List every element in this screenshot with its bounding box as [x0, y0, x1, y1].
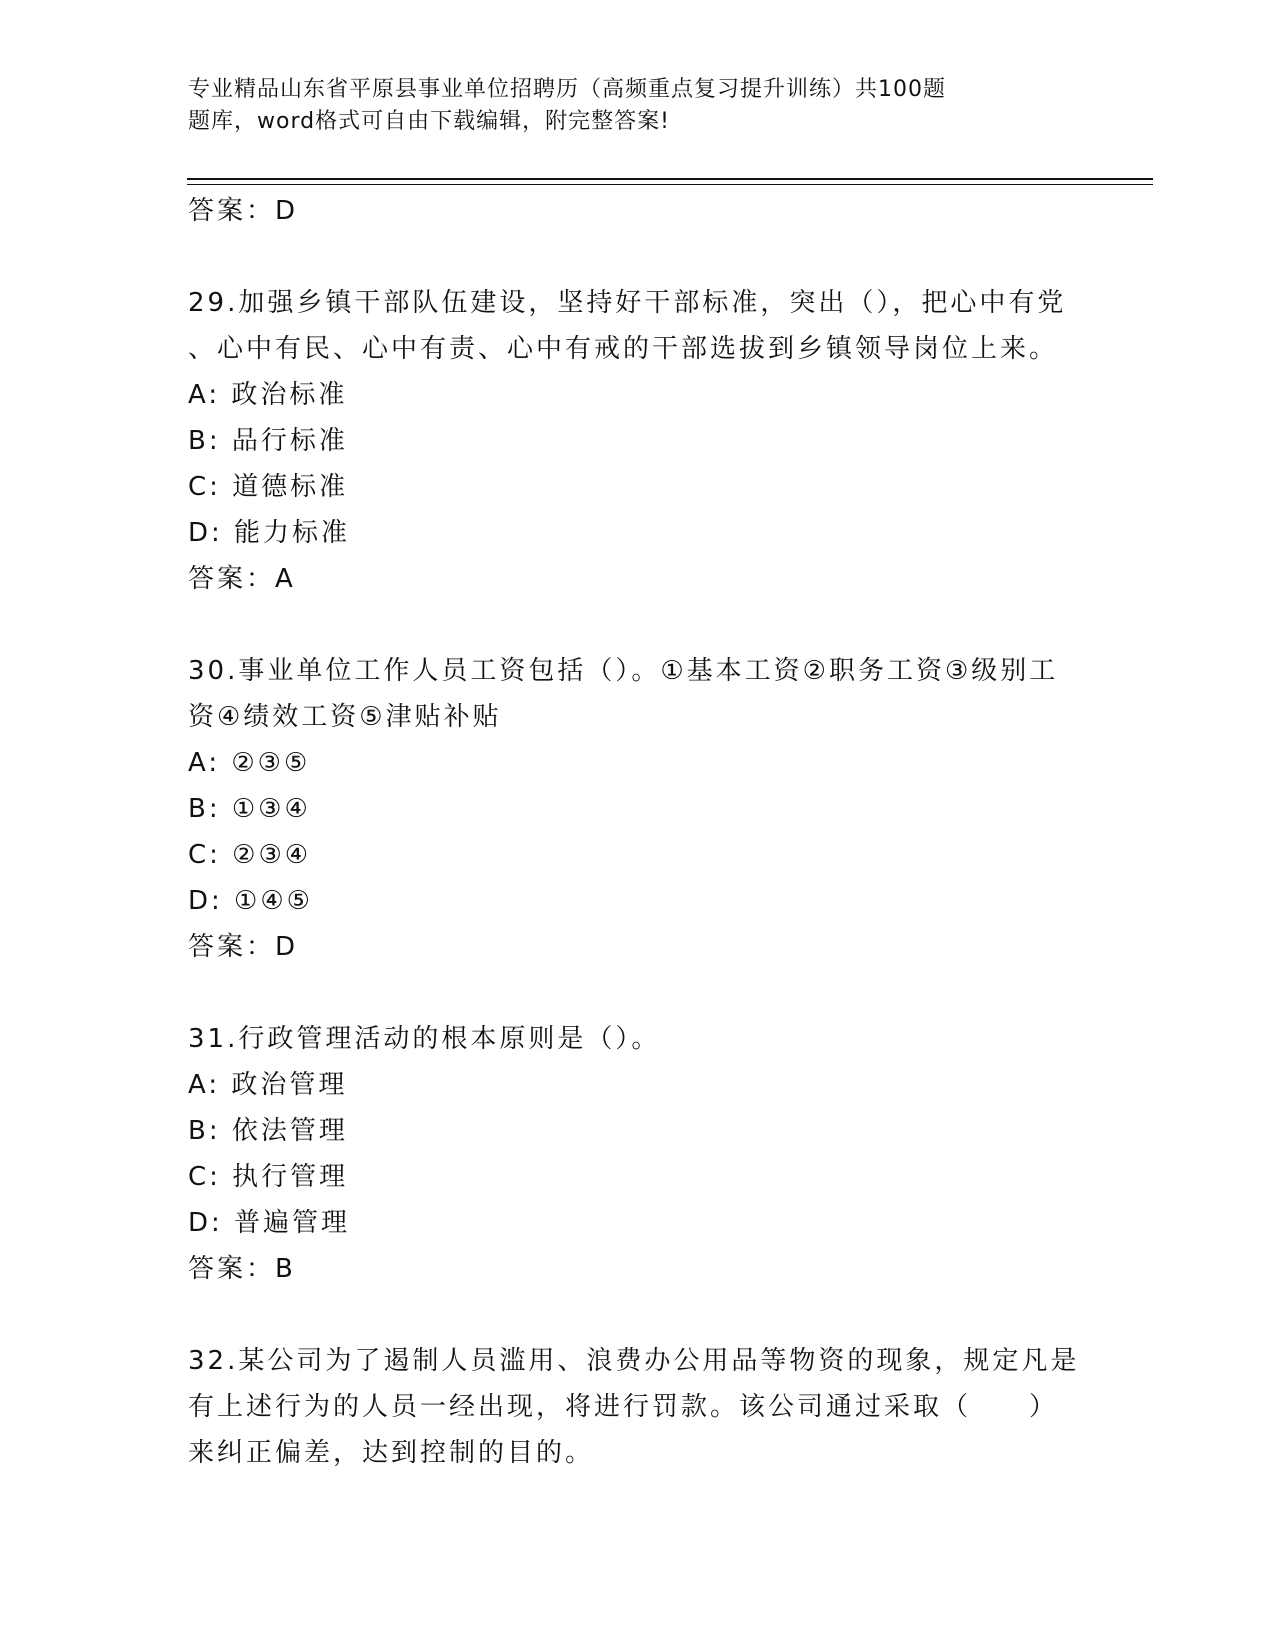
option-a: A: 政治标准: [188, 380, 348, 410]
answer-31: 答案：B: [188, 1254, 296, 1284]
question-31: [188, 1016, 1088, 1292]
option-d: D: 能力标准: [188, 518, 351, 548]
question-text-line: 31.行政管理活动的根本原则是（）。: [188, 1024, 661, 1054]
header-divider-thick: [187, 178, 1153, 180]
question-text-line: 、心中有民、心中有责、心中有戒的干部选拔到乡镇领导岗位上来。: [188, 334, 1059, 364]
question-text-line: 32.某公司为了遏制人员滥用、浪费办公用品等物资的现象，规定凡是: [188, 1346, 1080, 1376]
document-header: [188, 74, 1088, 138]
answer-30: 答案：D: [188, 932, 299, 962]
option-c: C: 执行管理: [188, 1162, 349, 1192]
header-line-2: 题库，word格式可自由下载编辑，附完整答案!: [188, 109, 670, 134]
answer-29: 答案：A: [188, 564, 296, 594]
answer-28: 答案：D: [188, 196, 299, 226]
option-c: C: 道德标准: [188, 472, 349, 502]
option-d: D: ①④⑤: [188, 886, 313, 916]
option-d: D: 普遍管理: [188, 1208, 351, 1238]
question-list: [188, 188, 1088, 1476]
question-text-line: 30.事业单位工作人员工资包括（）。①基本工资②职务工资③级别工: [188, 656, 1059, 686]
header-line-1: 专业精品山东省平原县事业单位招聘历（高频重点复习提升训练）共100题: [188, 77, 946, 102]
option-b: B: ①③④: [188, 794, 311, 824]
question-text-line: 29.加强乡镇干部队伍建设，坚持好干部标准，突出（），把心中有党: [188, 288, 1067, 318]
question-30: [188, 648, 1088, 970]
question-32: [188, 1338, 1088, 1476]
question-text-line: 资④绩效工资⑤津贴补贴: [188, 702, 502, 732]
option-c: C: ②③④: [188, 840, 312, 870]
option-b: B: 依法管理: [188, 1116, 348, 1146]
option-b: B: 品行标准: [188, 426, 348, 456]
question-text-line: 有上述行为的人员一经出现，将进行罚款。该公司通过采取（ ）: [188, 1392, 1059, 1422]
question-29: [188, 280, 1088, 602]
question-text-line: 来纠正偏差，达到控制的目的。: [188, 1438, 595, 1468]
header-divider-thin: [187, 184, 1153, 185]
option-a: A: ②③⑤: [188, 748, 311, 778]
option-a: A: 政治管理: [188, 1070, 348, 1100]
